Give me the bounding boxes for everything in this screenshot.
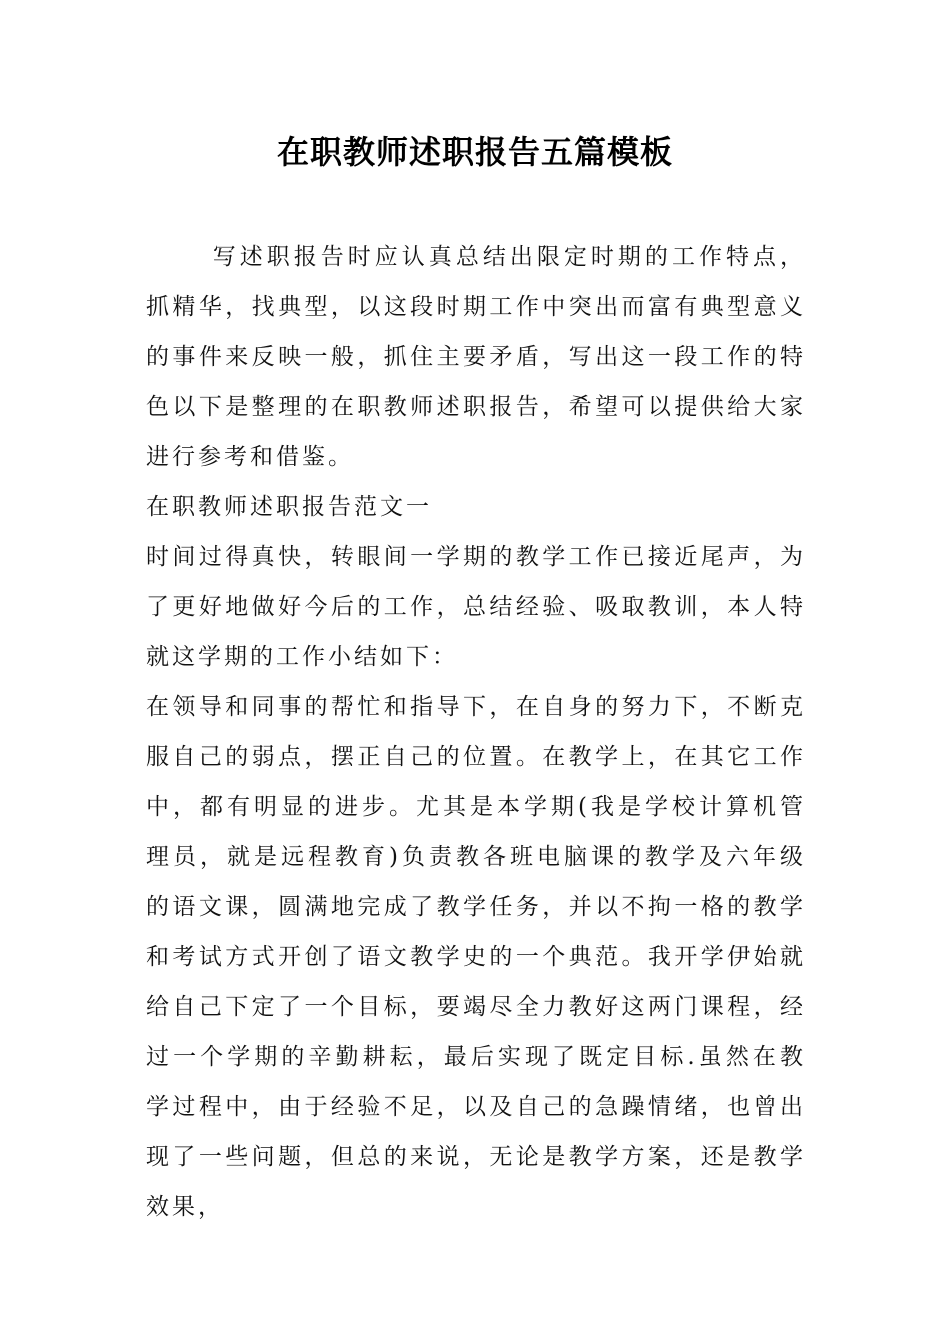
section-heading: 在职教师述职报告范文一 [146,494,432,520]
body-paragraph: 在领导和同事的帮忙和指导下，在自身的努力下，不断克服自己的弱点，摆正自己的位置。在教学上，在其它工作中，都有明显的进步。尤其是本学期(我是学校计算机管理员，就是远程教育)负责教各班电脑课的教学及六年级的语文课，圆满地完成了教学任务，并以不拘一格的教学和考试方式开创了语文教学史的一个典范。我开学伊始就给自己下定了一个目标，要竭尽全力教好这两门课程，经过一个学期的辛勤耕耘，最后实现了既定目标.虽然在教学过程中，由于经验不足，以及自己的急躁情绪，也曾出现了一些问题，但总的来说，无论是教学方案，还是教学效果， [146,694,806,1220]
document-body [146,232,806,1232]
document-title: 在职教师述职报告五篇模板 [276,133,673,171]
intro-paragraph: 写述职报告时应认真总结出限定时期的工作特点，抓精华，找典型，以这段时期工作中突出而富有典型意义的事件来反映一般，抓住主要矛盾，写出这一段工作的特色以下是整理的在职教师述职报告，希望可以提供给大家进行参考和借鉴。 [146,244,806,470]
body-paragraph: 时间过得真快，转眼间一学期的教学工作已接近尾声，为了更好地做好今后的工作，总结经验、吸取教训，本人特就这学期的工作小结如下： [146,544,806,670]
